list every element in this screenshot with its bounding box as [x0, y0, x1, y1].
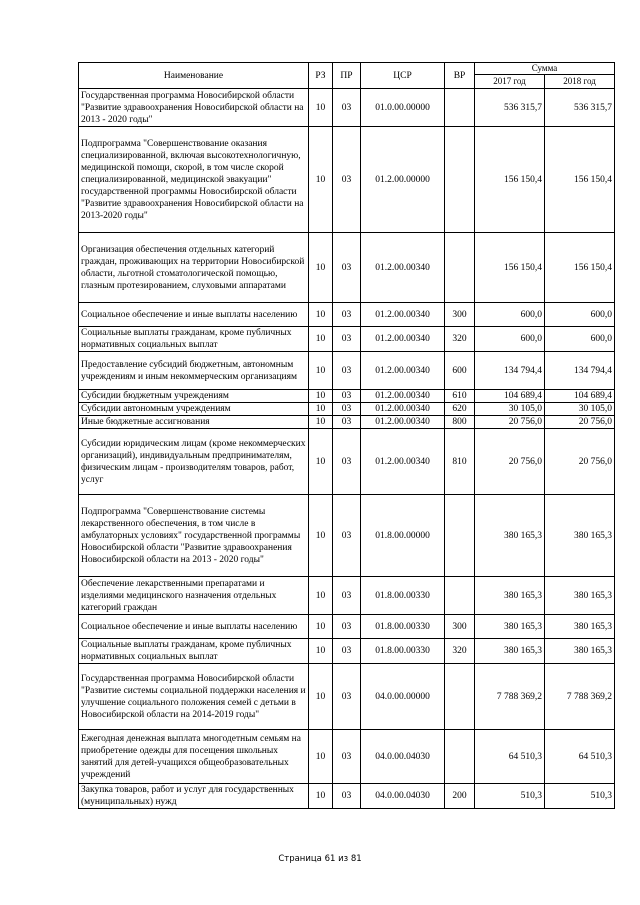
row-csr: 01.2.00.00340 — [361, 390, 445, 403]
row-pr: 03 — [333, 233, 361, 303]
row-sum-2017: 104 689,4 — [475, 390, 545, 403]
row-rz: 10 — [309, 89, 333, 127]
row-csr: 01.8.00.00330 — [361, 615, 445, 639]
header-year-2017: 2017 год — [475, 75, 545, 89]
table-row — [79, 495, 615, 577]
row-pr: 03 — [333, 327, 361, 352]
row-sum-2018: 600,0 — [545, 303, 615, 327]
row-vr — [445, 127, 475, 233]
row-sum-2017: 510,3 — [475, 784, 545, 809]
row-vr — [445, 495, 475, 577]
row-name: Субсидии бюджетным учреждениям — [79, 390, 309, 403]
table-row — [79, 784, 615, 809]
row-pr: 03 — [333, 127, 361, 233]
row-vr: 610 — [445, 390, 475, 403]
row-pr: 03 — [333, 639, 361, 664]
row-sum-2018: 64 510,3 — [545, 730, 615, 784]
row-csr: 01.2.00.00340 — [361, 352, 445, 390]
row-rz: 10 — [309, 429, 333, 495]
row-name: Социальное обеспечение и иные выплаты населению — [79, 303, 309, 327]
header-year-2018: 2018 год — [545, 75, 615, 89]
row-csr: 01.8.00.00330 — [361, 577, 445, 615]
row-rz: 10 — [309, 730, 333, 784]
row-csr: 01.8.00.00330 — [361, 639, 445, 664]
row-pr: 03 — [333, 664, 361, 730]
row-vr — [445, 89, 475, 127]
table-row — [79, 127, 615, 233]
row-name: Государственная программа Новосибирской области "Развитие системы социальной поддержки населения и улучшение социального положения семей с детьми в Новосибирской области на 2014-2019 годы" — [79, 664, 309, 730]
row-sum-2017: 30 105,0 — [475, 403, 545, 416]
row-rz: 10 — [309, 403, 333, 416]
row-vr: 320 — [445, 327, 475, 352]
row-pr: 03 — [333, 352, 361, 390]
row-csr: 01.2.00.00000 — [361, 127, 445, 233]
table-row — [79, 639, 615, 664]
row-rz: 10 — [309, 577, 333, 615]
row-vr — [445, 577, 475, 615]
row-name: Государственная программа Новосибирской области "Развитие здравоохранения Новосибирской области на 2013 - 2020 годы" — [79, 89, 309, 127]
row-sum-2017: 20 756,0 — [475, 416, 545, 429]
row-vr: 300 — [445, 303, 475, 327]
row-sum-2018: 380 165,3 — [545, 577, 615, 615]
row-vr: 300 — [445, 615, 475, 639]
row-sum-2018: 7 788 369,2 — [545, 664, 615, 730]
row-sum-2018: 20 756,0 — [545, 416, 615, 429]
row-name: Ежегодная денежная выплата многодетным семьям на приобретение одежды для посещения школьных занятий для детей-учащихся общеобразовательных учреждений — [79, 730, 309, 784]
row-csr: 01.0.00.00000 — [361, 89, 445, 127]
row-rz: 10 — [309, 327, 333, 352]
table-row — [79, 303, 615, 327]
row-pr: 03 — [333, 784, 361, 809]
row-rz: 10 — [309, 639, 333, 664]
row-pr: 03 — [333, 495, 361, 577]
row-sum-2017: 156 150,4 — [475, 233, 545, 303]
budget-table — [78, 62, 615, 809]
row-rz: 10 — [309, 352, 333, 390]
row-csr: 01.2.00.00340 — [361, 416, 445, 429]
row-sum-2017: 20 756,0 — [475, 429, 545, 495]
row-pr: 03 — [333, 403, 361, 416]
row-sum-2017: 380 165,3 — [475, 495, 545, 577]
row-name: Субсидии юридическим лицам (кроме некоммерческих организаций), индивидуальным предпринимателям, физическим лицам - производителям товаров, работ, услуг — [79, 429, 309, 495]
table-row — [79, 664, 615, 730]
row-pr: 03 — [333, 89, 361, 127]
row-vr — [445, 730, 475, 784]
row-vr: 200 — [445, 784, 475, 809]
row-vr: 600 — [445, 352, 475, 390]
table-row — [79, 429, 615, 495]
row-csr: 01.2.00.00340 — [361, 429, 445, 495]
table-row — [79, 233, 615, 303]
table-row — [79, 327, 615, 352]
row-sum-2018: 104 689,4 — [545, 390, 615, 403]
row-name: Закупка товаров, работ и услуг для государственных (муниципальных) нужд — [79, 784, 309, 809]
row-csr: 04.0.00.04030 — [361, 730, 445, 784]
row-sum-2017: 380 165,3 — [475, 577, 545, 615]
row-vr: 810 — [445, 429, 475, 495]
row-rz: 10 — [309, 495, 333, 577]
row-vr — [445, 233, 475, 303]
table-row — [79, 352, 615, 390]
row-sum-2018: 156 150,4 — [545, 233, 615, 303]
row-vr: 800 — [445, 416, 475, 429]
table-row — [79, 577, 615, 615]
row-csr: 01.2.00.00340 — [361, 233, 445, 303]
table-row — [79, 615, 615, 639]
row-sum-2018: 20 756,0 — [545, 429, 615, 495]
row-pr: 03 — [333, 615, 361, 639]
row-name: Предоставление субсидий бюджетным, автономным учреждениям и иным некоммерческим организациям — [79, 352, 309, 390]
row-sum-2018: 510,3 — [545, 784, 615, 809]
row-sum-2017: 600,0 — [475, 327, 545, 352]
row-sum-2018: 536 315,7 — [545, 89, 615, 127]
row-name: Подпрограмма "Совершенствование оказания специализированной, включая высокотехнологичную, медицинской помощи, скорой, в том числе скорой специализированной, медицинской эвакуации" государственной программы Новосибирской области "Развитие здравоохранения Новосибирской области на 2013-2020 годы" — [79, 127, 309, 233]
table-row — [79, 730, 615, 784]
row-csr: 04.0.00.04030 — [361, 784, 445, 809]
row-name: Социальные выплаты гражданам, кроме публичных нормативных социальных выплат — [79, 639, 309, 664]
row-rz: 10 — [309, 615, 333, 639]
row-sum-2018: 380 165,3 — [545, 639, 615, 664]
row-pr: 03 — [333, 730, 361, 784]
row-pr: 03 — [333, 390, 361, 403]
header-pr: ПР — [333, 63, 361, 89]
row-sum-2017: 7 788 369,2 — [475, 664, 545, 730]
row-sum-2018: 380 165,3 — [545, 495, 615, 577]
row-csr: 04.0.00.00000 — [361, 664, 445, 730]
row-name: Организация обеспечения отдельных категорий граждан, проживающих на территории Новосибирской области, льготной стоматологической помощью, глазным протезированием, слуховыми аппаратами — [79, 233, 309, 303]
table-row — [79, 89, 615, 127]
row-sum-2018: 156 150,4 — [545, 127, 615, 233]
row-sum-2017: 600,0 — [475, 303, 545, 327]
table-row — [79, 403, 615, 416]
table-row — [79, 416, 615, 429]
header-name: Наименование — [79, 63, 309, 89]
row-rz: 10 — [309, 233, 333, 303]
row-rz: 10 — [309, 784, 333, 809]
header-sum: Сумма — [475, 63, 615, 75]
row-name: Субсидии автономным учреждениям — [79, 403, 309, 416]
row-csr: 01.2.00.00340 — [361, 403, 445, 416]
row-name: Социальное обеспечение и иные выплаты населению — [79, 615, 309, 639]
row-pr: 03 — [333, 577, 361, 615]
page-number: Страница 61 из 81 — [278, 854, 362, 864]
row-csr: 01.2.00.00340 — [361, 303, 445, 327]
row-vr — [445, 664, 475, 730]
row-sum-2017: 380 165,3 — [475, 639, 545, 664]
header-csr: ЦСР — [361, 63, 445, 89]
table-row — [79, 390, 615, 403]
row-sum-2017: 134 794,4 — [475, 352, 545, 390]
row-rz: 10 — [309, 416, 333, 429]
row-csr: 01.8.00.00000 — [361, 495, 445, 577]
row-pr: 03 — [333, 429, 361, 495]
row-name: Подпрограмма "Совершенствование системы лекарственного обеспечения, в том числе в амбулаторных условиях" государственной программы Новосибирской области "Развитие здравоохранения Новосибирской области на 2013 - 2020 годы" — [79, 495, 309, 577]
row-vr: 620 — [445, 403, 475, 416]
row-name: Иные бюджетные ассигнования — [79, 416, 309, 429]
row-rz: 10 — [309, 303, 333, 327]
row-csr: 01.2.00.00340 — [361, 327, 445, 352]
row-pr: 03 — [333, 416, 361, 429]
header-rz: РЗ — [309, 63, 333, 89]
row-name: Социальные выплаты гражданам, кроме публичных нормативных социальных выплат — [79, 327, 309, 352]
row-pr: 03 — [333, 303, 361, 327]
row-name: Обеспечение лекарственными препаратами и изделиями медицинского назначения отдельных категорий граждан — [79, 577, 309, 615]
row-sum-2018: 134 794,4 — [545, 352, 615, 390]
row-sum-2018: 600,0 — [545, 327, 615, 352]
row-rz: 10 — [309, 127, 333, 233]
row-vr: 320 — [445, 639, 475, 664]
row-rz: 10 — [309, 664, 333, 730]
row-sum-2017: 380 165,3 — [475, 615, 545, 639]
header-vr: ВР — [445, 63, 475, 89]
row-rz: 10 — [309, 390, 333, 403]
row-sum-2018: 30 105,0 — [545, 403, 615, 416]
row-sum-2017: 156 150,4 — [475, 127, 545, 233]
row-sum-2017: 64 510,3 — [475, 730, 545, 784]
row-sum-2017: 536 315,7 — [475, 89, 545, 127]
row-sum-2018: 380 165,3 — [545, 615, 615, 639]
